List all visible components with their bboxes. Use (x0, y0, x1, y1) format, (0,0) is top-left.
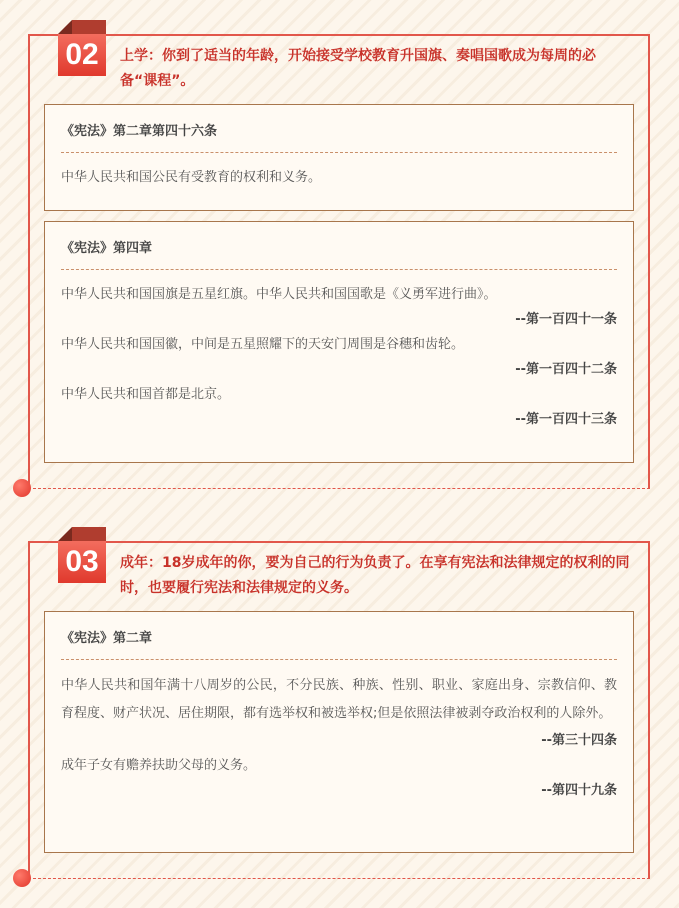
article-text: 中华人民共和国公民有受教育的权利和义务。 (61, 170, 322, 185)
article-title: 《宪法》第二章第四十六条 (61, 105, 617, 153)
timeline-dot (13, 869, 31, 887)
badge-fold (58, 20, 72, 34)
article-box (44, 221, 634, 463)
section-intro: 成年：18岁成年的你，要为自己的行为负责了。在享有宪法和法律规定的权利的同时，也要履行宪法和法律规定的义务。 (120, 555, 630, 596)
section-number-badge (58, 527, 106, 585)
article-reference: --第一百四十三条 (515, 412, 617, 427)
badge-fold (58, 527, 72, 541)
article-reference: --第四十九条 (541, 783, 617, 798)
article-text: 中华人民共和国首都是北京。 (61, 387, 231, 402)
section-number: 03 (58, 541, 106, 583)
article-reference: --第三十四条 (541, 733, 617, 748)
article-text: 成年子女有赡养扶助父母的义务。 (61, 758, 257, 773)
badge-tab (72, 527, 106, 541)
section-02 (28, 34, 650, 489)
section-number: 02 (58, 34, 106, 76)
article-reference: --第一百四十一条 (515, 312, 617, 327)
section-number-badge (58, 20, 106, 78)
article-box (44, 611, 634, 853)
badge-tab (72, 20, 106, 34)
timeline-dot (13, 479, 31, 497)
section-03 (28, 541, 650, 879)
section-intro: 上学：你到了适当的年龄，开始接受学校教育升国旗、奏唱国歌成为每周的必备“课程”。 (120, 48, 596, 89)
article-text: 中华人民共和国国旗是五星红旗。中华人民共和国国歌是《义勇军进行曲》。 (61, 287, 497, 302)
article-text: 中华人民共和国年满十八周岁的公民，不分民族、种族、性别、职业、家庭出身、宗教信仰、教育程度、财产状况、居住期限，都有选举权和被选举权;但是依照法律被剥夺政治权利的人除外。 (61, 678, 617, 721)
article-title: 《宪法》第四章 (61, 222, 617, 270)
article-reference: --第一百四十二条 (515, 362, 617, 377)
article-box (44, 104, 634, 211)
article-title: 《宪法》第二章 (61, 612, 617, 660)
article-text: 中华人民共和国国徽，中间是五星照耀下的天安门周围是谷穗和齿轮。 (61, 337, 465, 352)
